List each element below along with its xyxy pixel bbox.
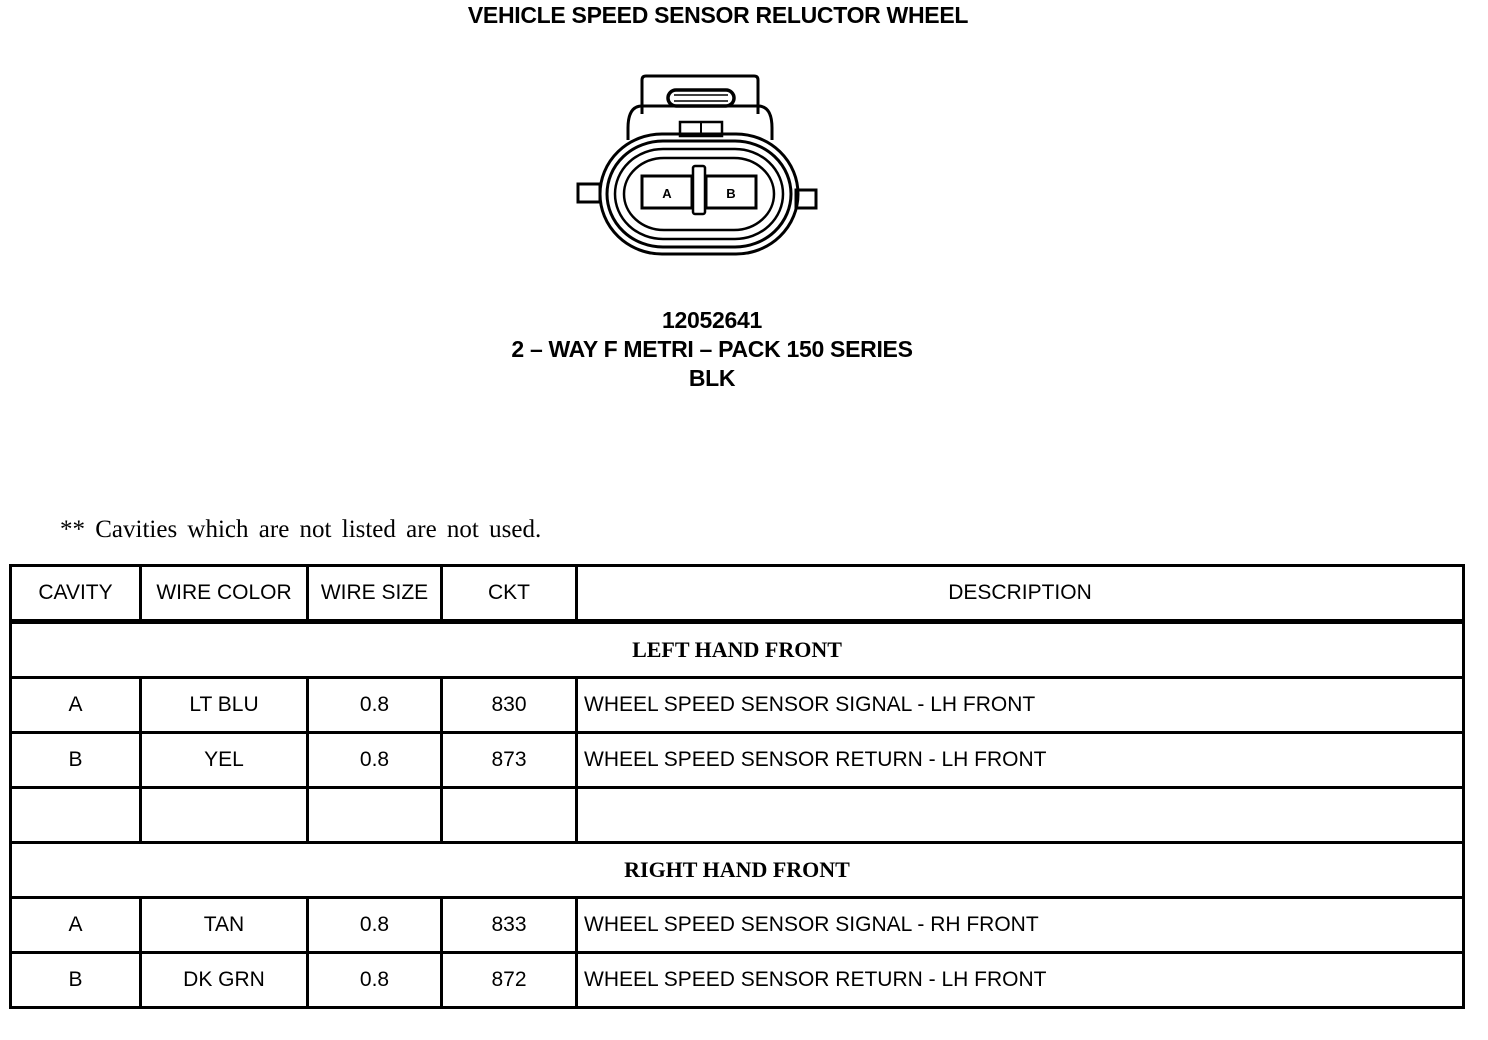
- cell-ckt: [442, 788, 577, 843]
- cell-cavity: A: [11, 898, 141, 953]
- cell-wire-color: TAN: [141, 898, 308, 953]
- cell-wire-color: YEL: [141, 733, 308, 788]
- cell-description: WHEEL SPEED SENSOR RETURN - LH FRONT: [577, 733, 1464, 788]
- section-row-right-hand-front: [11, 843, 1464, 898]
- connector-diagram: [570, 66, 830, 267]
- header-wire-size: WIRE SIZE: [308, 566, 442, 622]
- cell-description: WHEEL SPEED SENSOR SIGNAL - LH FRONT: [577, 678, 1464, 733]
- cell-description: WHEEL SPEED SENSOR SIGNAL - RH FRONT: [577, 898, 1464, 953]
- header-wire-color: WIRE COLOR: [141, 566, 308, 622]
- cell-cavity: A: [11, 678, 141, 733]
- table-row: [11, 678, 1464, 733]
- pinout-table: [9, 564, 1465, 1009]
- cell-cavity: [11, 788, 141, 843]
- cell-ckt: 830: [442, 678, 577, 733]
- cell-cavity: B: [11, 953, 141, 1008]
- cell-description: [577, 788, 1464, 843]
- table-row: [11, 733, 1464, 788]
- cell-wire-color: [141, 788, 308, 843]
- cavity-label-b: B: [726, 186, 736, 201]
- page-title: VEHICLE SPEED SENSOR RELUCTOR WHEEL: [467, 2, 969, 28]
- section-title: RIGHT HAND FRONT: [11, 843, 1464, 898]
- cell-wire-size: 0.8: [308, 733, 442, 788]
- section-title: LEFT HAND FRONT: [11, 622, 1464, 678]
- header-description: DESCRIPTION: [577, 566, 1464, 622]
- part-description: 2 – WAY F METRI – PACK 150 SERIES: [511, 336, 913, 362]
- cell-description: WHEEL SPEED SENSOR RETURN - LH FRONT: [577, 953, 1464, 1008]
- header-cavity: CAVITY: [11, 566, 141, 622]
- table-row: [11, 898, 1464, 953]
- part-number: 12052641: [662, 307, 762, 333]
- cell-ckt: 833: [442, 898, 577, 953]
- table-row-empty: [11, 788, 1464, 843]
- table-row: [11, 953, 1464, 1008]
- part-color: BLK: [688, 365, 736, 391]
- cell-wire-size: 0.8: [308, 678, 442, 733]
- cell-wire-size: 0.8: [308, 953, 442, 1008]
- header-ckt: CKT: [442, 566, 577, 622]
- part-info: [0, 306, 1424, 393]
- cell-wire-size: 0.8: [308, 898, 442, 953]
- connector-face-illustration: [570, 66, 830, 262]
- section-row-left-hand-front: [11, 622, 1464, 678]
- cell-ckt: 873: [442, 733, 577, 788]
- cell-wire-color: DK GRN: [141, 953, 308, 1008]
- unused-cavities-note: ** Cavities which are not listed are not used.: [60, 516, 542, 543]
- cavity-label-a: A: [662, 186, 672, 201]
- cell-ckt: 872: [442, 953, 577, 1008]
- cell-cavity: B: [11, 733, 141, 788]
- table-header-row: [11, 566, 1464, 622]
- cell-wire-size: [308, 788, 442, 843]
- cell-wire-color: LT BLU: [141, 678, 308, 733]
